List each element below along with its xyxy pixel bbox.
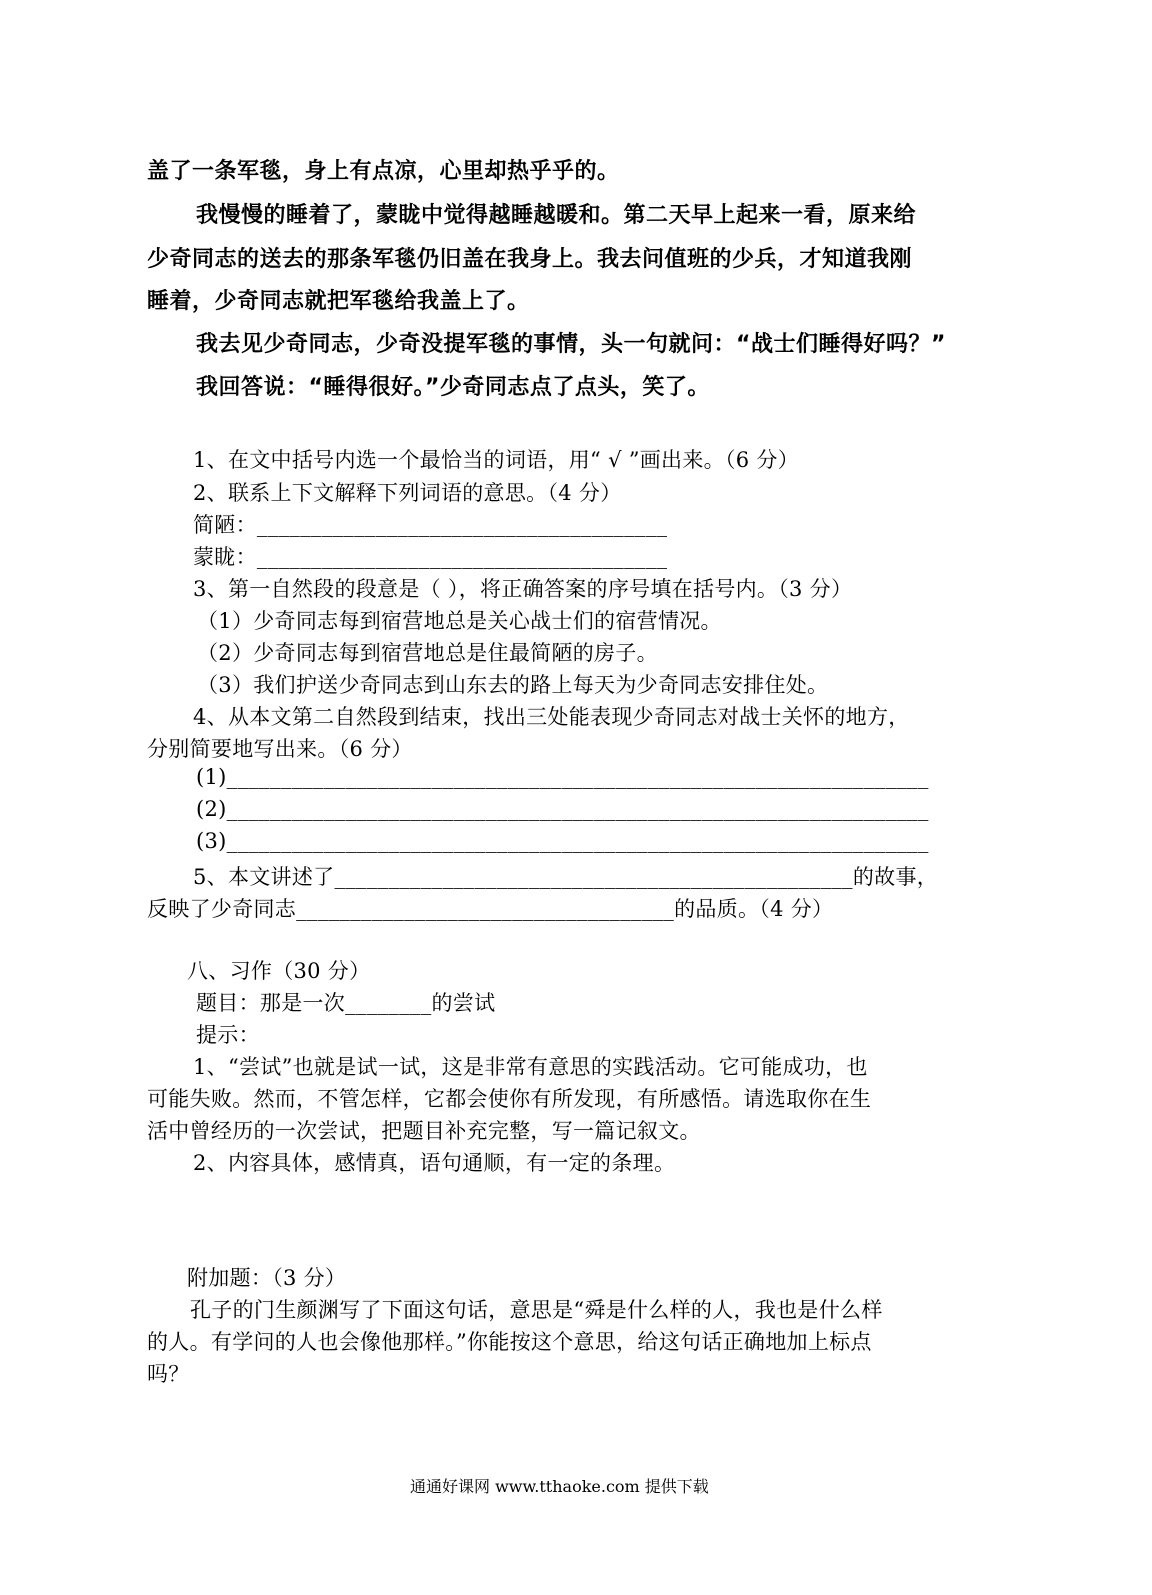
passage-line: 我回答说：“睡得很好。”少奇同志点了点头，笑了。 (196, 375, 710, 400)
answer-line-1: (1)_________________________________________________________________ (196, 765, 929, 789)
section-heading-composition: 八、习作（30 分） (187, 959, 371, 983)
composition-hint-line: 可能失败。然而，不管怎样，它都会使你有所发现，有所感悟。请选取你在生 (147, 1087, 872, 1111)
question-3: 3、第一自然段的段意是（ ），将正确答案的序号填在括号内。（3 分） (193, 577, 853, 601)
composition-hint-line: 2、内容具体，感情真，语句通顺，有一定的条理。 (193, 1151, 676, 1175)
bonus-text-line: 吗？ (147, 1362, 190, 1386)
question-4-continued: 分别简要地写出来。（6 分） (147, 737, 413, 761)
bonus-text-line: 孔子的门生颜渊写了下面这句话，意思是“舜是什么样的人，我也是什么样 (190, 1298, 883, 1322)
passage-line: 我去见少奇同志，少奇没提军毯的事情，头一句就问：“战士们睡得好吗？” (196, 332, 946, 357)
answer-line-menglong: 蒙眬：______________________________________ (193, 545, 668, 569)
answer-line-2: (2)_________________________________________________________________ (196, 797, 929, 821)
section-heading-bonus: 附加题：（3 分） (187, 1266, 347, 1290)
question-5-continued: 反映了少奇同志___________________________________的品质。（4 分） (147, 897, 834, 921)
passage-line: 我慢慢的睡着了，蒙眬中觉得越睡越暖和。第二天早上起来一看，原来给 (196, 203, 917, 228)
question-4: 4、从本文第二自然段到结束，找出三处能表现少奇同志对战士关怀的地方， (193, 705, 910, 729)
footer-credit: 通通好课网 www.tthaoke.com 提供下载 (410, 1477, 709, 1496)
answer-line-3: (3)_________________________________________________________________ (196, 829, 929, 853)
option-3: （3）我们护送少奇同志到山东去的路上每天为少奇同志安排住处。 (197, 673, 829, 697)
passage-line: 盖了一条军毯，身上有点凉，心里却热乎乎的。 (147, 159, 620, 184)
question-2: 2、联系上下文解释下列词语的意思。（4 分） (193, 481, 622, 505)
composition-hint-line: 1、“尝试”也就是试一试，这是非常有意思的实践活动。它可能成功，也 (193, 1055, 868, 1079)
composition-title: 题目：那是一次________的尝试 (196, 991, 496, 1015)
option-2: （2）少奇同志每到宿营地总是住最简陋的房子。 (197, 641, 658, 665)
question-5: 5、本文讲述了________________________________________________的故事， (193, 865, 939, 889)
passage-line: 睡着，少奇同志就把军毯给我盖上了。 (147, 289, 530, 314)
composition-hint-line: 活中曾经历的一次尝试，把题目补充完整，写一篇记叙文。 (147, 1119, 701, 1143)
composition-hint-label: 提示： (196, 1023, 260, 1047)
passage-line: 少奇同志的送去的那条军毯仍旧盖在我身上。我去问值班的少兵，才知道我刚 (147, 247, 913, 272)
option-1: （1）少奇同志每到宿营地总是关心战士们的宿营情况。 (197, 609, 722, 633)
answer-line-jianlou: 简陋：______________________________________ (193, 513, 668, 537)
bonus-text-line: 的人。有学问的人也会像他那样。”你能按这个意思，给这句话正确地加上标点 (147, 1330, 872, 1354)
question-1: 1、在文中括号内选一个最恰当的词语，用“ √ ”画出来。（6 分） (193, 448, 799, 472)
